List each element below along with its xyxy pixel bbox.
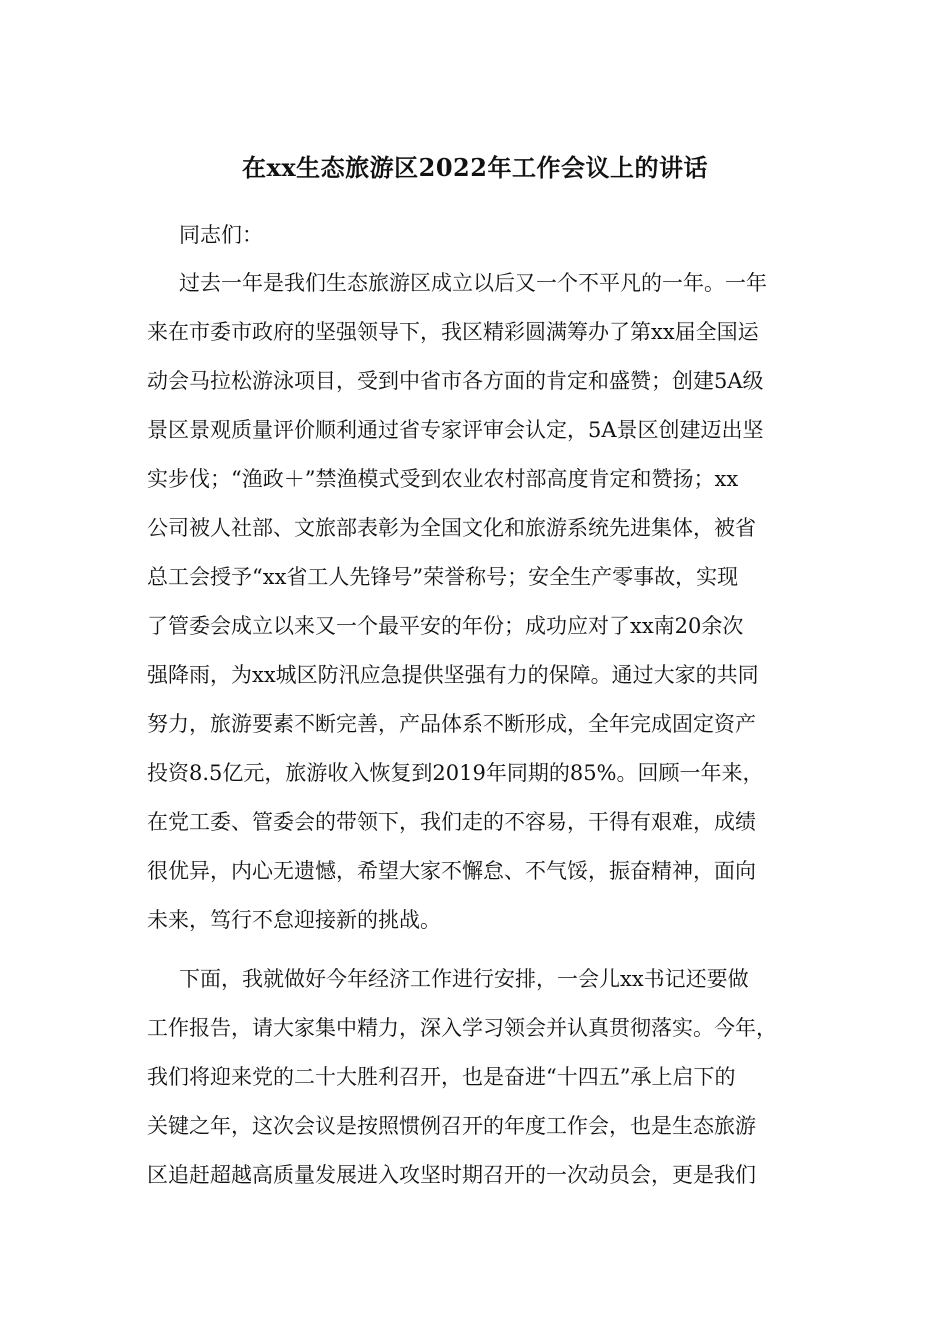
paragraph-2-line: 工作报告，请大家集中精力，深入学习领会并认真贯彻落实。今年， xyxy=(147,1016,777,1040)
paragraph-1-line: 公司被人社部、文旅部表彰为全国文化和旅游系统先进集体，被省 xyxy=(147,516,756,540)
document-title: 在xx生态旅游区2022年工作会议上的讲话 xyxy=(242,153,708,182)
paragraph-1-line: 实步伐；“渔政＋”禁渔模式受到农业农村部高度肯定和赞扬；xx xyxy=(147,467,739,491)
paragraph-1-line: 总工会授予“xx省工人先锋号”荣誉称号；安全生产零事故，实现 xyxy=(147,565,739,589)
paragraph-1-line: 动会马拉松游泳项目，受到中省市各方面的肯定和盛赞；创建5A级 xyxy=(147,369,764,393)
paragraph-2-line: 下面，我就做好今年经济工作进行安排，一会儿xx书记还要做 xyxy=(179,967,749,991)
paragraph-1-line: 很优异，内心无遗憾，希望大家不懈怠、不气馁，振奋精神，面向 xyxy=(147,859,756,883)
paragraph-1-line: 来在市委市政府的坚强领导下，我区精彩圆满筹办了第xx届全国运 xyxy=(147,320,759,344)
paragraph-2-line: 我们将迎来党的二十大胜利召开，也是奋进“十四五”承上启下的 xyxy=(147,1065,736,1089)
paragraph-2-line: 关键之年，这次会议是按照惯例召开的年度工作会，也是生态旅游 xyxy=(147,1114,756,1138)
paragraph-2-line: 区追赶超越高质量发展进入攻坚时期召开的一次动员会，更是我们 xyxy=(147,1163,756,1187)
paragraph-1-line: 景区景观质量评价顺利通过省专家评审会认定，5A景区创建迈出坚 xyxy=(147,418,764,442)
paragraph-1-line: 了管委会成立以来又一个最平安的年份；成功应对了xx南20余次 xyxy=(147,614,744,638)
paragraph-1-line: 投资8.5亿元，旅游收入恢复到2019年同期的85%。回顾一年来， xyxy=(147,761,764,785)
salutation: 同志们： xyxy=(179,223,263,247)
paragraph-1-line: 在党工委、管委会的带领下，我们走的不容易，干得有艰难，成绩 xyxy=(147,810,756,834)
paragraph-1-line: 强降雨，为xx城区防汛应急提供坚强有力的保障。通过大家的共同 xyxy=(147,663,759,687)
paragraph-1-line: 努力，旅游要素不断完善，产品体系不断形成，全年完成固定资产 xyxy=(147,712,756,736)
paragraph-1-line: 过去一年是我们生态旅游区成立以后又一个不平凡的一年。一年 xyxy=(179,271,767,295)
paragraph-1-line: 未来，笃行不怠迎接新的挑战。 xyxy=(147,908,441,932)
